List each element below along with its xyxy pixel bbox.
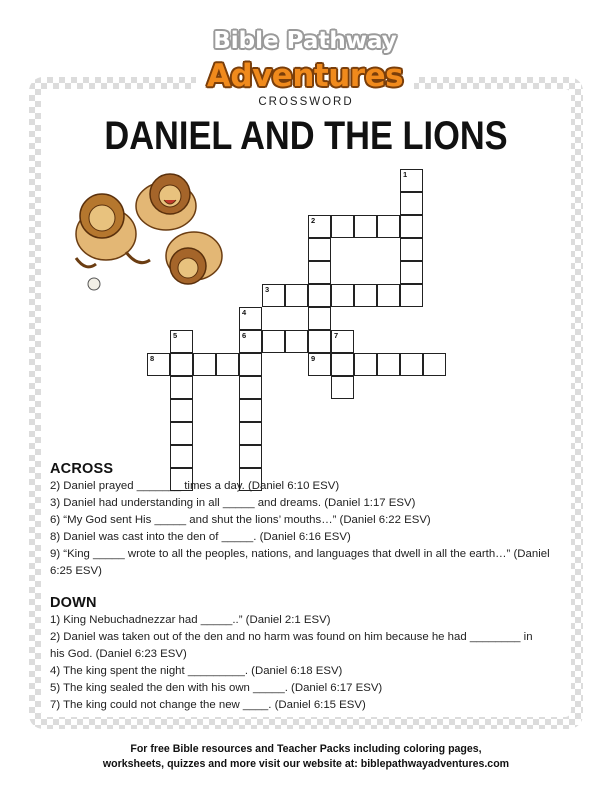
crossword-cell[interactable]	[170, 422, 193, 445]
crossword-cell[interactable]	[239, 307, 262, 330]
crossword-cell[interactable]	[308, 307, 331, 330]
across-clue: 9) “King _____ wrote to all the peoples, nations, and languages that dwell in all the earth…” (Daniel 6:25 ESV)	[50, 548, 550, 577]
down-clue: 7) The king could not change the new ____. (Daniel 6:15 ESV)	[50, 699, 366, 711]
down-heading: DOWN	[50, 595, 97, 611]
down-clue: 4) The king spent the night _________. (Daniel 6:18 ESV)	[50, 665, 343, 677]
crossword-cell[interactable]	[400, 215, 423, 238]
footer-line-1: For free Bible resources and Teacher Packs including coloring pages,	[130, 743, 482, 755]
crossword-cell[interactable]	[331, 215, 354, 238]
crossword-cell[interactable]	[262, 330, 285, 353]
footer	[0, 742, 612, 772]
down-clue: 1) King Nebuchadnezzar had _____..” (Daniel 2:1 ESV)	[50, 614, 331, 626]
crossword-cell[interactable]	[239, 353, 262, 376]
crossword-cell[interactable]	[377, 215, 400, 238]
crossword-cell[interactable]	[170, 353, 193, 376]
crossword-cell[interactable]	[400, 261, 423, 284]
crossword-cell[interactable]	[170, 376, 193, 399]
across-clue: 8) Daniel was cast into the den of _____. (Daniel 6:16 ESV)	[50, 531, 351, 543]
clue-number: 7	[334, 331, 339, 340]
clue-number: 1	[403, 170, 408, 179]
crossword-cell[interactable]	[377, 284, 400, 307]
across-clue: 6) “My God sent His _____ and shut the lions’ mouths…” (Daniel 6:22 ESV)	[50, 514, 431, 526]
crossword-cell[interactable]	[354, 353, 377, 376]
worksheet-type: CROSSWORD	[258, 96, 354, 108]
crossword-cell[interactable]	[239, 330, 262, 353]
page-title: DANIEL AND THE LIONS	[104, 114, 508, 158]
crossword-cell[interactable]	[400, 353, 423, 376]
crossword-cell[interactable]	[308, 261, 331, 284]
crossword-cell[interactable]	[400, 192, 423, 215]
crossword-cell[interactable]	[308, 238, 331, 261]
clue-number: 6	[242, 331, 247, 340]
crossword-cell[interactable]	[285, 284, 308, 307]
down-clue: 2) Daniel was taken out of the den and no harm was found on him because he had ________ in his God. (Daniel 6:23 ESV)	[50, 631, 533, 660]
logo-line-1: Bible Pathway	[213, 28, 397, 54]
across-clue: 2) Daniel prayed _______ times a day. (Daniel 6:10 ESV)	[50, 480, 340, 492]
across-heading: ACROSS	[50, 461, 114, 477]
clue-number: 2	[311, 216, 316, 225]
crossword-cell[interactable]	[354, 215, 377, 238]
crossword-cell[interactable]	[308, 215, 331, 238]
clue-number: 8	[150, 354, 155, 363]
crossword-cell[interactable]	[423, 353, 446, 376]
logo-line-2: Adventures	[206, 58, 404, 94]
crossword-cell[interactable]	[331, 284, 354, 307]
crossword-cell[interactable]	[400, 284, 423, 307]
crossword-cell[interactable]	[239, 376, 262, 399]
crossword-cell[interactable]	[400, 238, 423, 261]
crossword-cell[interactable]	[331, 376, 354, 399]
crossword-cell[interactable]	[262, 284, 285, 307]
crossword-cell[interactable]	[331, 330, 354, 353]
crossword-cell[interactable]	[193, 353, 216, 376]
footer-line-2: worksheets, quizzes and more visit our website at: biblepathwayadventures.com	[102, 758, 510, 770]
crossword-cell[interactable]	[308, 284, 331, 307]
crossword-cell[interactable]	[400, 169, 423, 192]
crossword-cell[interactable]	[308, 353, 331, 376]
clue-number: 5	[173, 331, 178, 340]
clue-number: 9	[311, 354, 316, 363]
down-clue: 5) The king sealed the den with his own _____. (Daniel 6:17 ESV)	[50, 682, 383, 694]
crossword-cell[interactable]	[285, 330, 308, 353]
crossword-cell[interactable]	[216, 353, 239, 376]
crossword-cell[interactable]	[331, 353, 354, 376]
crossword-cell[interactable]	[170, 399, 193, 422]
crossword-cell[interactable]	[239, 422, 262, 445]
clue-number: 4	[242, 308, 247, 317]
clues-section	[50, 460, 550, 714]
crossword-cell[interactable]	[377, 353, 400, 376]
crossword-cell[interactable]	[354, 284, 377, 307]
clue-number: 3	[265, 285, 270, 294]
across-clue: 3) Daniel had understanding in all _____ and dreams. (Daniel 1:17 ESV)	[50, 497, 416, 509]
crossword-cell[interactable]	[239, 399, 262, 422]
crossword-cell[interactable]	[170, 330, 193, 353]
crossword-cell[interactable]	[147, 353, 170, 376]
crossword-cell[interactable]	[308, 330, 331, 353]
